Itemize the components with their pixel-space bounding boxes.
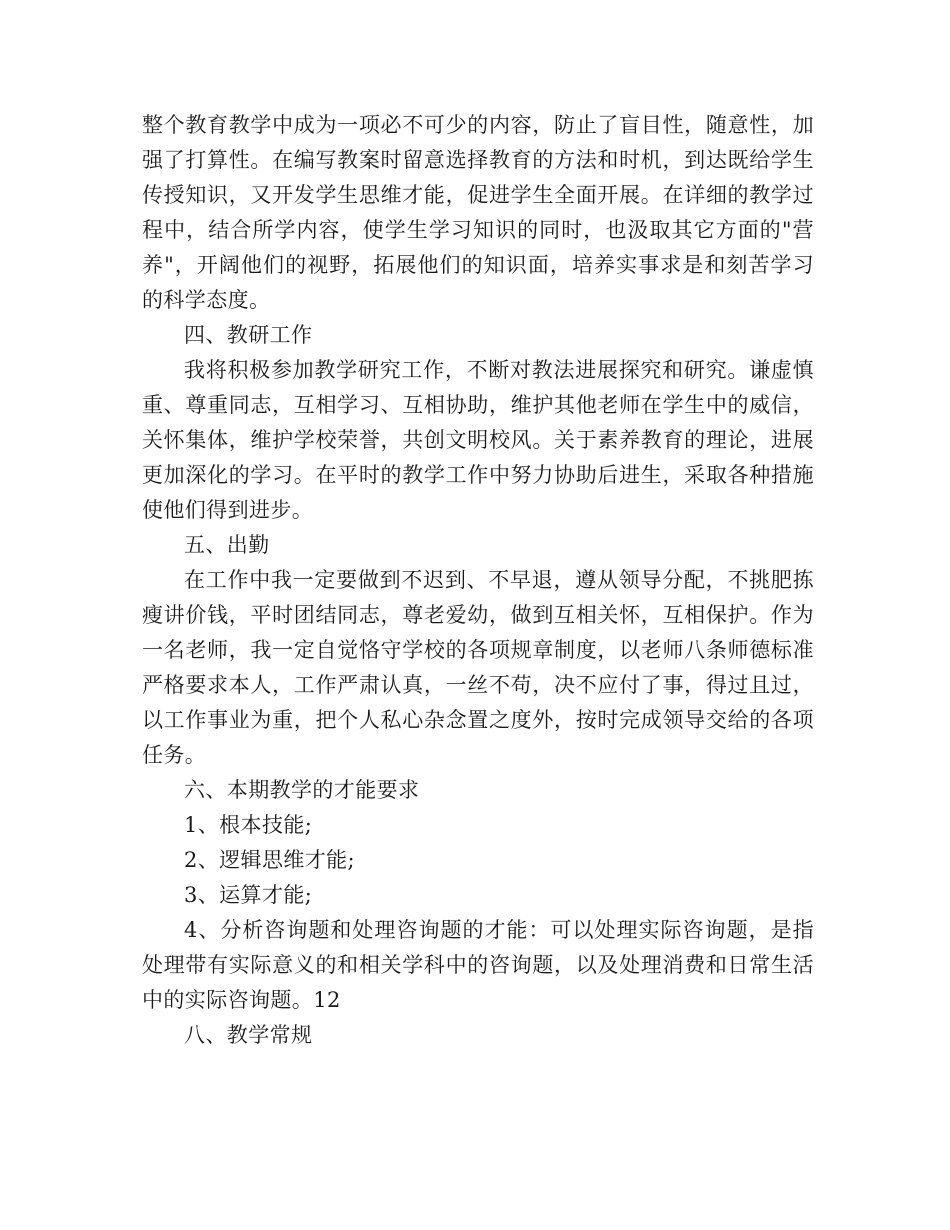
list-item-logic: 2、逻辑思维才能; [184,848,356,872]
paragraph-research: 我将积极参加教学研究工作，不断对教法进展探究和研究。谦虚慎重、尊重同志，互相学习、互相协助，维护其他老师在学生中的威信，关怀集体，维护学校荣誉，共创文明校风。关于素养教育的理论，进展更加深化的学习。在平时的教学工作中努力协助后进生，采取各种措施使他们得到进步。 [142,358,814,522]
section-heading-ability: 六、本期教学的才能要求 [184,778,420,802]
document-page [142,108,814,1053]
list-item-problem-solving: 4、分析咨询题和处理咨询题的才能：可以处理实际咨询题，是指处理带有实际意义的和相关学科中的咨询题，以及处理消费和日常生活中的实际咨询题。12 [142,918,814,1012]
paragraph-attendance: 在工作中我一定要做到不迟到、不早退，遵从领导分配，不挑肥拣瘦讲价钱，平时团结同志，尊老爱幼，做到互相关怀，互相保护。作为一名老师，我一定自觉恪守学校的各项规章制度，以老师八条师德标准严格要求本人，工作严肃认真，一丝不苟，决不应付了事，得过且过，以工作事业为重，把个人私心杂念置之度外，按时完成领导交给的各项任务。 [142,568,814,767]
section-heading-attendance: 五、出勤 [184,533,270,557]
paragraph-intro: 整个教育教学中成为一项必不可少的内容，防止了盲目性，随意性，加强了打算性。在编写教案时留意选择教育的方法和时机，到达既给学生传授知识，又开发学生思维才能，促进学生全面开展。在详细的教学过程中，结合所学内容，使学生学习知识的同时，也汲取其它方面的"营养"，开阔他们的视野，拓展他们的知识面，培养实事求是和刻苦学习的科学态度。 [142,113,814,312]
section-heading-research: 四、教研工作 [184,323,313,347]
list-item-calculation: 3、运算才能; [184,883,313,907]
section-heading-routine: 八、教学常规 [184,1023,313,1047]
list-item-basic-skills: 1、根本技能; [184,813,313,837]
